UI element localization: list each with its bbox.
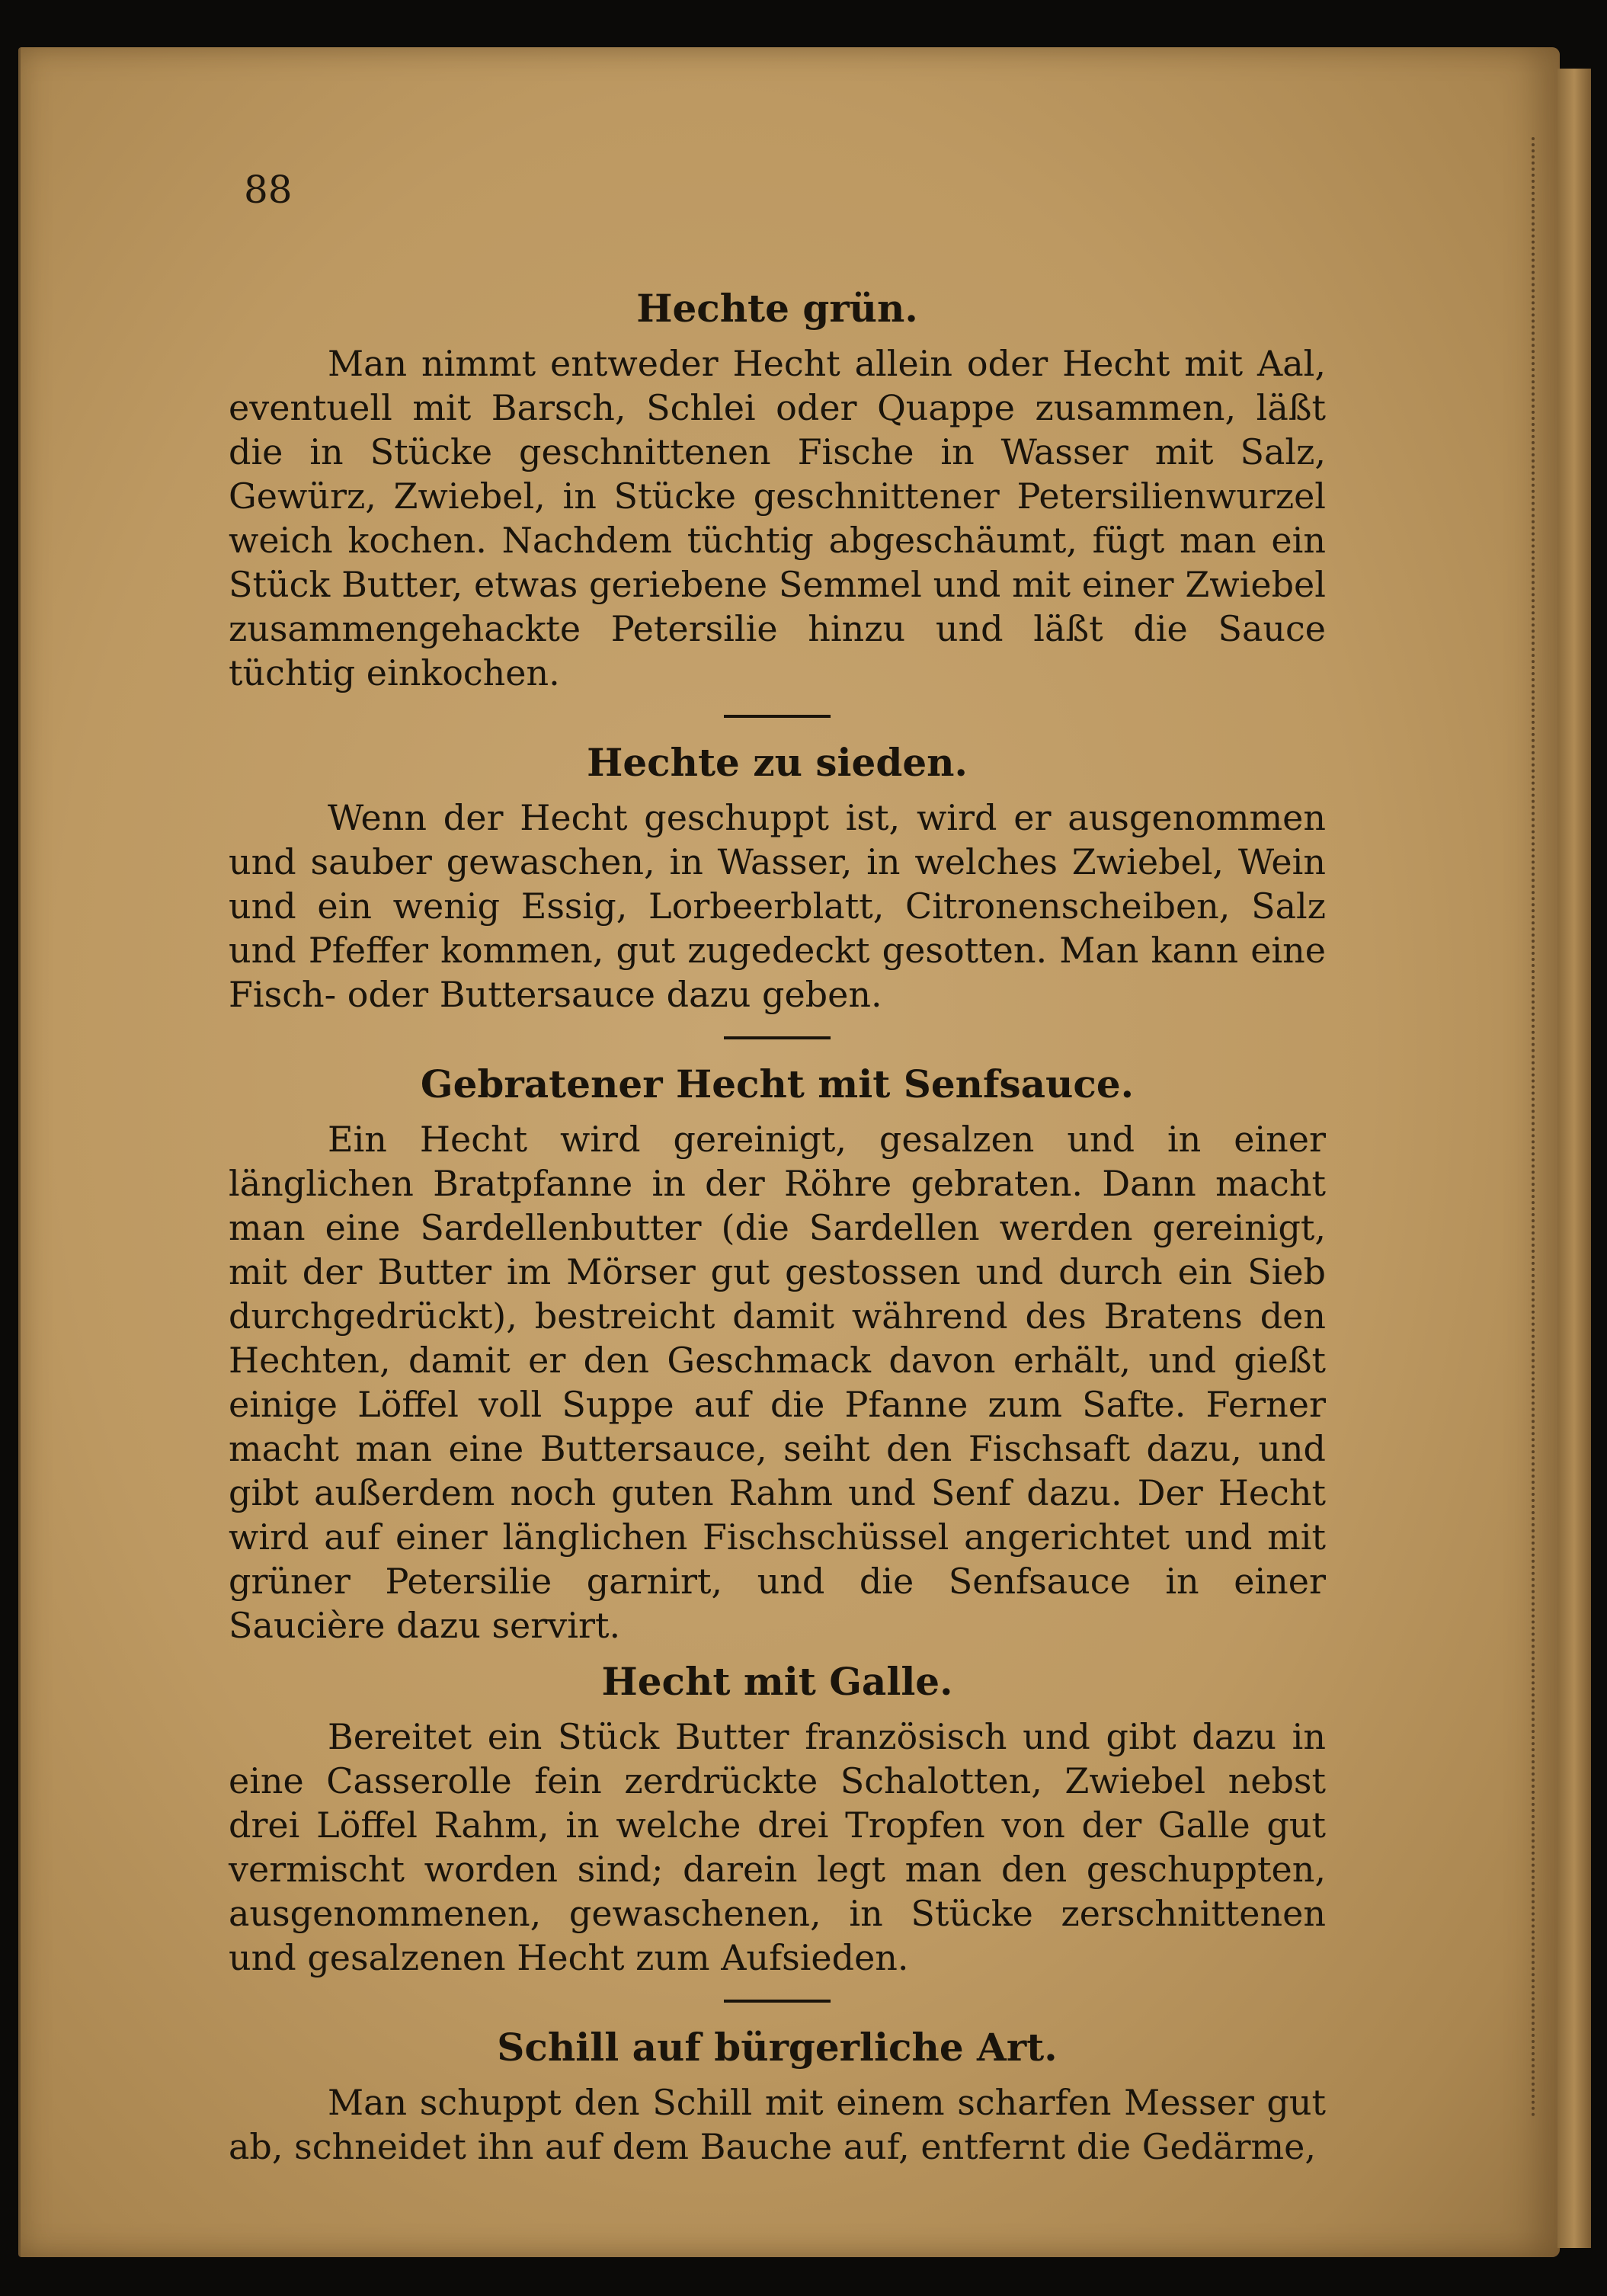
recipe-title: Hechte zu sieden.	[587, 740, 968, 785]
binding-stitches	[1532, 137, 1542, 2118]
recipe-section	[229, 1058, 1326, 1648]
recipe-title: Schill auf bürgerliche Art.	[497, 2025, 1058, 2070]
recipe-section	[229, 736, 1326, 1017]
recipe-title: Hechte grün.	[636, 286, 918, 331]
page-content	[229, 282, 1326, 2169]
next-page-edge	[1557, 69, 1591, 2248]
recipe-section	[229, 282, 1326, 695]
section-divider	[724, 1036, 831, 1039]
recipe-title: Gebratener Hecht mit Senfsauce.	[420, 1062, 1135, 1106]
section-divider	[724, 715, 831, 718]
recipe-section	[229, 2021, 1326, 2169]
recipe-section	[229, 1655, 1326, 1980]
recipe-text: Man schuppt den Schill mit einem scharfen Messer gut ab, schneidet ihn auf dem Bauche auf, entfernt die Gedärme,	[229, 2082, 1326, 2167]
recipe-title: Hecht mit Galle.	[601, 1659, 953, 1704]
recipe-text: Wenn der Hecht geschuppt ist, wird er ausgenommen und sauber gewaschen, in Wasser, in welches Zwiebel, Wein und ein wenig Essig, Lorbeerblatt, Citronenscheiben, Salz und Pfeffer kommen, gut zugedeckt gesotten. Man kann eine Fisch- oder Buttersauce dazu geben.	[229, 797, 1326, 1015]
section-divider	[724, 2000, 831, 2003]
recipe-text: Bereitet ein Stück Butter französisch und gibt dazu in eine Casserolle fein zerdrückte Schalotten, Zwiebel nebst drei Löffel Rahm, in welche drei Tropfen von der Galle gut vermischt worden sind; darein legt man den geschuppten, ausgenommenen, gewaschenen, in Stücke zerschnittenen und gesalzenen Hecht zum Aufsieden.	[229, 1716, 1326, 1978]
recipe-text: Ein Hecht wird gereinigt, gesalzen und in einer länglichen Bratpfanne in der Röhre gebraten. Dann macht man eine Sardellenbutter (die Sardellen werden gereinigt, mit der Butter im Mörser gut gestossen und durch ein Sieb durchgedrückt), bestreicht damit während des Bratens den Hechten, damit er den Geschmack davon erhält, und gießt einige Löffel voll Suppe auf die Pfanne zum Safte. Ferner macht man eine Buttersauce, seiht den Fischsaft dazu, und gibt außerdem noch guten Rahm und Senf dazu. Der Hecht wird auf einer länglichen Fischschüssel angerichtet und mit grüner Petersilie garnirt, und die Senfsauce in einer Saucière dazu servirt.	[229, 1119, 1326, 1646]
recipe-text: Man nimmt entweder Hecht allein oder Hecht mit Aal, eventuell mit Barsch, Schlei oder Quappe zusammen, läßt die in Stücke geschnittenen Fische in Wasser mit Salz, Gewürz, Zwiebel, in Stücke geschnittener Petersilienwurzel weich kochen. Nachdem tüchtig abgeschäumt, fügt man ein Stück Butter, etwas geriebene Semmel und mit einer Zwiebel zusammengehackte Petersilie hinzu und läßt die Sauce tüchtig einkochen.	[229, 343, 1326, 693]
page-number: 88	[244, 168, 293, 212]
